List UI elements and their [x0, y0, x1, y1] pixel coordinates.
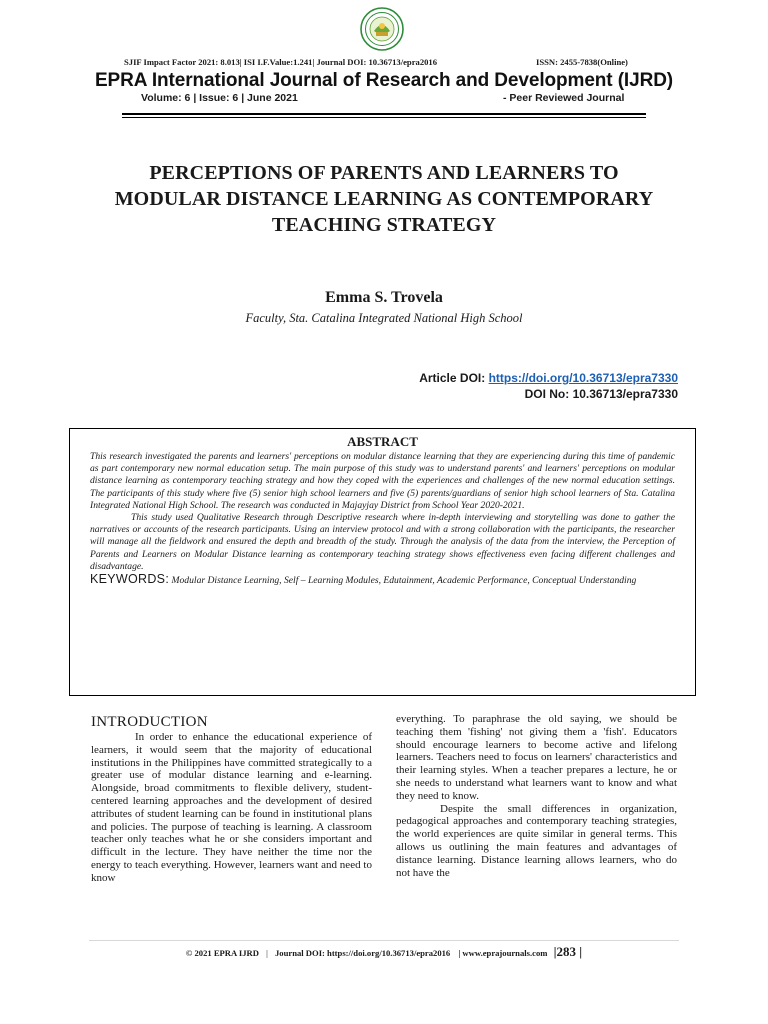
keywords-label: KEYWORDS: [90, 572, 170, 587]
page-footer [0, 944, 768, 960]
introduction-heading: INTRODUCTION [91, 714, 208, 730]
footer-rule [89, 940, 679, 941]
keywords [90, 573, 675, 588]
title-line: TEACHING STRATEGY [271, 214, 497, 236]
body-column-left [91, 713, 372, 885]
volume-line [141, 92, 641, 104]
title-line: MODULAR DISTANCE LEARNING AS CONTEMPORARY [114, 188, 654, 210]
body-paragraph: In order to enhance the educational experience of learners, it would seem that the majority of educational institutions in the Philippines have committed strategically to a greater use of modular distance learning and e-learning. Alongside, broad commitments to flexible delivery, student-centered learning approaches and the development of desired attributes of student learning can be found in institutional plans and policies. The purpose of teaching is learning. A classroom teacher only teaches what he or she considers important and difficult in the lecture. They have neither the time nor the energy to teach everything. However, learners want and need to know [91, 731, 372, 884]
author-name: Emma S. Trovela [325, 289, 443, 306]
header-rule-thin [122, 117, 646, 118]
footer-journal-doi: Journal DOI: https://doi.org/10.36713/epra2016 [275, 948, 451, 958]
issn-text: ISSN: 2455-7838(Online) [536, 57, 628, 67]
article-title [40, 160, 728, 238]
abstract-paragraph: This study used Qualitative Research through Descriptive research where in-depth interviewing and storytelling was done to gather the narratives or accounts of the research participants. Using an interview protocol and with a strong collaboration with the participants, the researcher will manage all the fieldwork and ensured the depth and breadth of the study. Through the analysis of the data from the interview, the Perception of Parents and Learners on Modular Distance learning as contemporary teaching strategy shows effectiveness even facing different challenges and disadvantage. [90, 512, 675, 572]
impact-factor-text: SJIF Impact Factor 2021: 8.013| ISI I.F.Value:1.241| Journal DOI: 10.36713/epra2016 [124, 57, 438, 67]
footer-website: | www.eprajournals.com [458, 948, 548, 958]
abstract-box [69, 428, 696, 696]
footer-copyright: © 2021 EPRA IJRD [185, 948, 259, 958]
abstract-paragraph: This research investigated the parents and learners' perceptions on modular distance learning that they are experiencing during this time of pandemic as part contemporary new normal education setup. The main purpose of this study was to understand parents' and learners' perceptions on modular distance learning as contemporary teaching strategy and how they coped with the experiences and challenges of the new normal education settings. The participants of this study where five (5) senior high school learners and five (5) parents/guardians of senior high school learners of Sta. Catalina Integrated National High School. The research was conducted in Majayjay District from School Year 2020-2021. [90, 451, 675, 511]
title-line: PERCEPTIONS OF PARENTS AND LEARNERS TO [149, 162, 619, 184]
article-doi-line [419, 371, 678, 385]
body-paragraph: everything. To paraphrase the old saying, we should be teaching them 'fishing' not giving them a 'fish'. Educators should encourage learners to become active and lifelong learners. Teachers need to focus on learners' characteristics and their learning styles. When a teacher prepares a lecture, he or she needs to understand what learners want to know and what they need to know. [396, 713, 677, 802]
journal-title: EPRA International Journal of Research and Development (IJRD) [94, 70, 674, 91]
article-doi-link[interactable]: https://doi.org/10.36713/epra7330 [488, 371, 678, 385]
article-doi-label: Article DOI: [419, 371, 486, 385]
body-paragraph: Despite the small differences in organization, pedagogical approaches and contemporary teaching strategies, the world experiences are quite similar in general terms. This allows us outlining the main features and advantages of distance learning. Distance learning allows learners, who do not have the [396, 802, 677, 879]
keywords-text: Modular Distance Learning, Self – Learning Modules, Edutainment, Academic Performance, Conceptual Understanding [171, 575, 637, 587]
page-number: |283 | [553, 944, 583, 959]
author-affiliation: Faculty, Sta. Catalina Integrated National High School [245, 311, 523, 325]
peer-reviewed-text: - Peer Reviewed Journal [503, 92, 625, 104]
journal-metrics-line [124, 57, 644, 67]
footer-separator: | [266, 948, 268, 958]
epra-seal-icon [360, 7, 404, 51]
header-rule-thick [122, 113, 646, 115]
volume-text: Volume: 6 | Issue: 6 | June 2021 [141, 92, 298, 104]
abstract-heading: ABSTRACT [347, 434, 418, 449]
doi-number: DOI No: 10.36713/epra7330 [524, 387, 678, 401]
body-column-right [396, 713, 677, 879]
journal-logo [360, 7, 404, 51]
